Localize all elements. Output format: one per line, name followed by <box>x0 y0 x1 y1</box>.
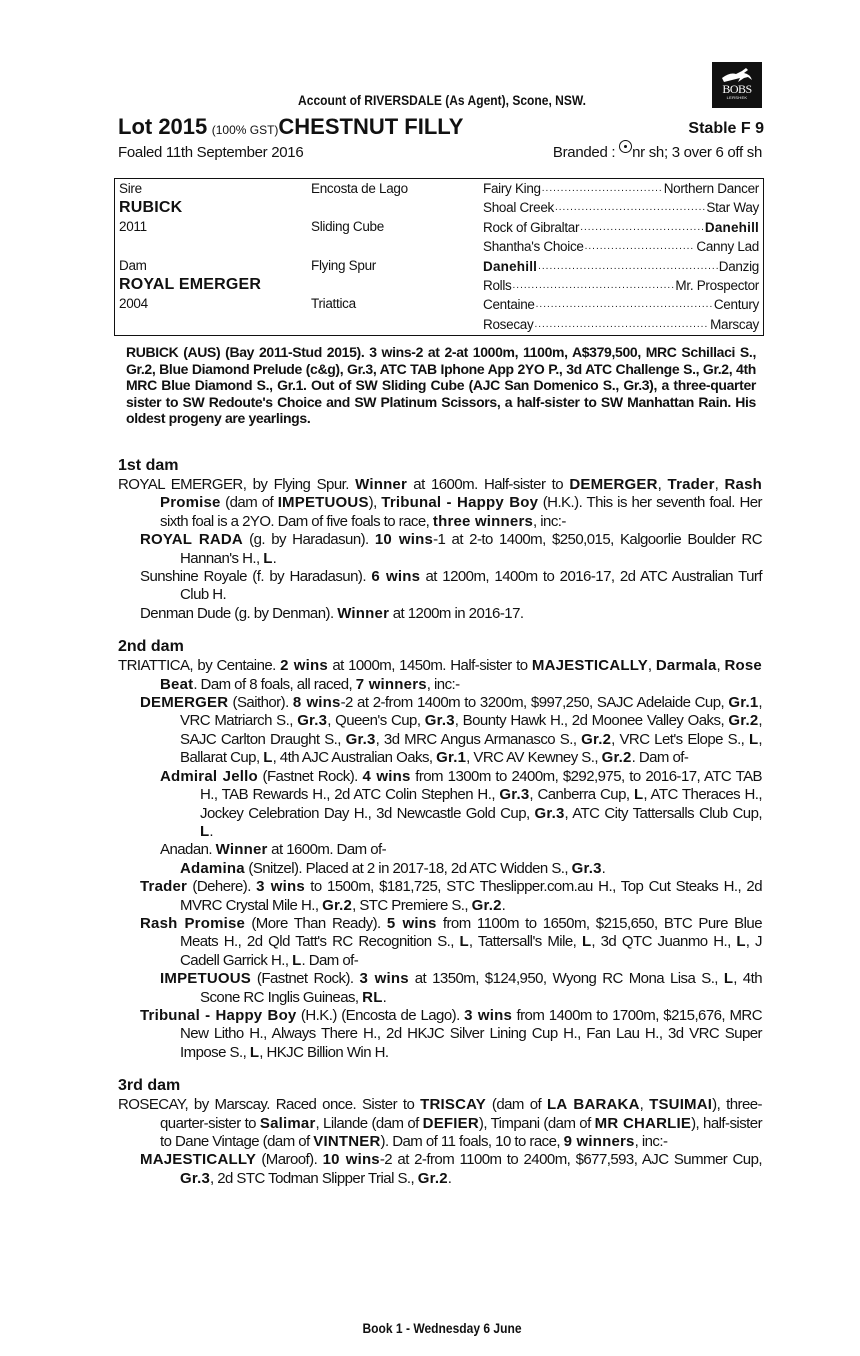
text-segment: . <box>601 859 606 877</box>
text-segment: , 4th Scone RC Inglis Guineas, <box>200 970 762 1006</box>
text-segment: ), three-quarter-sister to <box>160 1096 762 1132</box>
text-segment: , HKJC Billion Win H. <box>259 1043 389 1061</box>
bold-segment: 3 wins <box>256 878 305 896</box>
sire-summary: RUBICK (AUS) (Bay 2011-Stud 2015). 3 wins-2 at 2-at 1000m, 1100m, A$379,500, MRC Schillaci S., Gr.2, Blue Diamond Prelude (c&g), Gr.3, ATC TAB Iphone App 2YO P., 3d ATC Challenge S., Gr.2, 4th MRC Blue Diamond S., Gr.1. Out of SW Sliding Cube (AJC San Domenico S., Gr.3), a three-quarter sister to SW Redoute's Choice and SW Platinum Scissors, a half-sister to SW Manhattan Rain. His oldest progeny are yearlings. <box>126 344 756 426</box>
text-segment: , <box>714 476 725 493</box>
dam-family-details <box>118 456 762 1188</box>
text-segment: (Maroof). <box>256 1151 323 1169</box>
text-segment: Sunshine Royale (f. by Haradasun). <box>140 568 372 586</box>
ancestor-name: Rolls <box>483 278 512 293</box>
bold-segment: L <box>249 1043 260 1061</box>
bold-segment: ROYAL RADA <box>140 531 243 549</box>
brand-info <box>553 144 762 161</box>
ancestor-sire: Mr. Prospector <box>675 278 759 293</box>
section-heading: 3rd dam <box>118 1077 181 1095</box>
text-segment: (H.K.) (Encosta de Lago). <box>296 1006 465 1024</box>
text-segment: , <box>657 476 668 493</box>
dot-leader <box>585 237 696 256</box>
text-segment: , Queen's Cup, <box>327 712 425 730</box>
bold-segment: Gr.1 <box>436 749 467 767</box>
grandparent-line <box>483 276 759 295</box>
text-segment: -2 at 2-from 1100m to 2400m, $677,593, AJC Summer Cup, <box>379 1151 763 1169</box>
bold-segment: Tribunal - Happy Boy <box>140 1006 297 1024</box>
sire-sire: Encosta de Lago <box>311 181 408 196</box>
sire-year: 2011 <box>119 219 147 234</box>
bold-segment: Winner <box>355 476 408 493</box>
bold-segment: Winner <box>337 604 390 622</box>
text-segment: ), <box>368 494 382 512</box>
section-heading: 1st dam <box>118 457 179 474</box>
bold-segment: 10 wins <box>374 531 434 549</box>
bold-segment: Gr.3 <box>180 1169 210 1187</box>
bold-segment: L <box>749 730 759 748</box>
bold-segment: IMPETUOUS <box>277 494 369 512</box>
text-segment: (g. by Haradasun). <box>242 531 375 549</box>
text-segment: (H.K.). This is her seventh foal. Her sixth foal is a 2YO. Dam of five foals to race, <box>160 494 762 530</box>
bold-segment: MAJESTICALLY <box>140 1151 257 1169</box>
ancestor-sire: Danzig <box>718 258 759 274</box>
grandparent-line <box>483 295 759 314</box>
ancestor-name: Rosecay <box>483 316 534 332</box>
dot-leader <box>534 315 709 334</box>
bold-segment: Gr.2 <box>417 1169 448 1187</box>
section-heading: 2nd dam <box>118 638 184 656</box>
ancestor-sire: Northern Dancer <box>663 181 759 196</box>
dam-entry <box>118 1096 762 1151</box>
pedigree-gen3-row <box>115 276 763 295</box>
lot-description: CHESTNUT FILLY <box>278 114 464 139</box>
text-segment: from 1400m to 1700m, $215,676, MRC New Litho H., Always There H., 2d HKJC Silver Lining Cup H., Fan Lau H., 3d VRC Super Impose S., <box>180 1006 763 1061</box>
dot-leader <box>513 276 675 295</box>
bold-segment: Trader <box>667 476 715 493</box>
progeny-entry <box>118 531 762 568</box>
text-segment: , Tattersall's Mile, <box>468 933 582 951</box>
text-segment: , VRC Let's Elope S., <box>611 730 749 748</box>
text-segment: (Saithor). <box>228 694 293 712</box>
text-segment: (Dehere). <box>187 878 257 896</box>
progeny-entry <box>118 860 762 878</box>
bold-segment: Gr.2 <box>728 712 759 730</box>
bold-segment: L <box>633 786 644 804</box>
progeny-entry <box>118 568 762 605</box>
text-segment: . Dam of- <box>631 749 689 767</box>
pedigree-gen3-row <box>115 218 763 237</box>
bold-segment: 3 wins <box>464 1006 513 1024</box>
text-segment: (Fastnet Rock). <box>250 970 360 988</box>
pedigree-gen3-row <box>115 179 763 198</box>
text-segment: from 1100m to 1650m, $215,650, BTC Pure Blue Meats H., 2d Qld Tatt's RC Recognition S., <box>180 914 762 951</box>
vendor-account: Account of RIVERSDALE (As Agent), Scone, NSW. <box>298 92 586 108</box>
bold-segment: L <box>263 549 273 567</box>
text-segment: -2 at 2-from 1400m to 3200m, $997,250, SAJC Adelaide Cup, <box>340 694 729 712</box>
bold-segment: Gr.3 <box>345 730 376 748</box>
dot-leader <box>536 295 713 314</box>
text-segment: , ATC Theraces H., Jockey Celebration Day H., 3d Newcastle Gold Cup, <box>200 786 763 822</box>
bold-segment: 2 wins <box>280 657 328 675</box>
bold-segment: 7 winners <box>355 675 427 693</box>
bold-segment: TRISCAY <box>420 1096 487 1114</box>
text-segment: , inc:- <box>533 512 566 530</box>
text-segment: , Lilande (dam of <box>315 1114 423 1132</box>
bold-segment: Gr.1 <box>728 694 759 712</box>
gst-note: (100% GST) <box>211 123 279 137</box>
text-segment: , VRC AV Kewney S., <box>466 749 602 767</box>
bold-segment: Gr.2 <box>601 749 632 767</box>
bold-segment: Gr.3 <box>424 712 455 730</box>
bold-segment: Gr.3 <box>499 786 530 804</box>
dam-entry <box>118 476 762 531</box>
text-segment: ). Dam of 11 foals, 10 to race, <box>380 1133 564 1150</box>
brand-mark-icon <box>619 140 632 153</box>
grandparent-line <box>483 198 759 217</box>
text-segment: , Canberra Cup, <box>529 786 634 804</box>
ancestor-name: Centaine <box>483 297 535 313</box>
bold-segment: Admiral Jello <box>160 767 258 785</box>
dot-leader <box>542 179 663 198</box>
bold-segment: TSUIMAI <box>649 1096 713 1114</box>
bold-segment: Rose Beat <box>160 657 762 693</box>
ancestor-name: Danehill <box>483 258 538 274</box>
text-segment: at 1200m in 2016-17. <box>389 604 524 622</box>
bold-segment: MR CHARLIE <box>594 1114 692 1132</box>
sire-name: RUBICK <box>119 199 183 216</box>
text-segment: (Snitzel). Placed at 2 in 2017-18, 2d ATC Widden S., <box>244 859 572 877</box>
text-segment: , <box>716 657 725 675</box>
text-segment: . <box>501 896 506 914</box>
text-segment: , J Cadell Garrick H., <box>180 933 763 969</box>
bold-segment: Salimar <box>259 1114 316 1132</box>
bold-segment: Adamina <box>180 859 245 877</box>
bold-segment: VINTNER <box>313 1133 381 1150</box>
bold-segment: Trader <box>140 878 188 896</box>
text-segment: , <box>639 1096 650 1114</box>
bold-segment: L <box>459 933 469 951</box>
bold-segment: Rash Promise <box>140 914 246 932</box>
progeny-entry <box>118 915 762 970</box>
progeny-entry <box>118 878 762 915</box>
bold-segment: 6 wins <box>371 568 421 586</box>
text-segment: (Fastnet Rock). <box>257 767 363 785</box>
bold-segment: Gr.2 <box>581 730 612 748</box>
text-segment: , VRC Matriarch S., <box>180 694 762 730</box>
text-segment: , Bounty Hawk H., 2d Moonee Valley Oaks, <box>454 712 729 730</box>
progeny-entry <box>118 605 762 623</box>
text-segment: , ATC City Tattersalls Club Cup, <box>564 804 762 822</box>
ancestor-sire: Canny Lad <box>696 239 759 255</box>
text-segment: ), Timpani (dam of <box>478 1114 595 1132</box>
bold-segment: 3 wins <box>359 970 409 988</box>
dam-sire: Flying Spur <box>311 258 376 273</box>
dam-dam: Triattica <box>311 296 356 311</box>
bold-segment: Gr.3 <box>297 712 328 730</box>
progeny-entry <box>118 1007 762 1062</box>
bold-segment: 9 winners <box>563 1133 635 1150</box>
text-segment: at 1200m, 1400m to 2016-17, 2d ATC Australian Turf Club H. <box>180 568 762 604</box>
dam-label: Dam <box>119 258 147 273</box>
text-segment: TRIATTICA, by Centaine. <box>118 657 281 675</box>
bold-segment: 4 wins <box>362 767 411 785</box>
progeny-entry <box>118 1151 762 1188</box>
text-segment: . <box>209 822 213 840</box>
ancestor-sire: Star Way <box>706 200 759 216</box>
branded-label: Branded : <box>552 144 616 161</box>
text-segment: , 2d STC Todman Slipper Trial S., <box>210 1169 418 1187</box>
stable-location: Stable F 9 <box>688 120 764 137</box>
text-segment: . <box>447 1169 452 1187</box>
bold-segment: three winners <box>432 512 534 530</box>
text-segment: . <box>272 549 277 567</box>
bold-segment: 10 wins <box>322 1151 380 1169</box>
bold-segment: LA BARAKA <box>546 1096 640 1114</box>
progeny-entry <box>118 970 762 1007</box>
pedigree-gen3-row <box>115 237 763 256</box>
ancestor-sire: Marscay <box>710 316 759 332</box>
ancestor-name: Shantha's Choice <box>483 239 584 255</box>
ancestor-sire: Danehill <box>704 219 759 235</box>
progeny-entry <box>118 694 762 768</box>
pedigree-gen3-row <box>115 315 763 334</box>
bold-segment: Darmala <box>655 657 717 675</box>
lot-number: Lot 2015 <box>118 114 208 139</box>
text-segment: , STC Premiere S., <box>352 896 472 914</box>
text-segment: (dam of <box>220 494 278 512</box>
dot-leader <box>538 257 718 276</box>
pedigree-gen3-row <box>115 198 763 217</box>
dam-name: ROYAL EMERGER <box>119 276 262 293</box>
bold-segment: RL <box>362 988 383 1006</box>
progeny-entry <box>118 768 762 842</box>
page-footer: Book 1 - Wednesday 6 June <box>362 1320 522 1336</box>
text-segment: , 3d QTC Juanmo H., <box>591 933 737 951</box>
bold-segment: L <box>200 822 210 840</box>
bold-segment: L <box>723 970 734 988</box>
bold-segment: MAJESTICALLY <box>531 657 648 675</box>
text-segment: Anadan. <box>160 841 216 859</box>
bobs-lerner-logo <box>712 62 762 108</box>
text-segment: (dam of <box>486 1096 547 1114</box>
text-segment: . <box>382 988 387 1006</box>
ancestor-sire: Century <box>713 297 759 313</box>
bold-segment: Rash Promise <box>160 476 762 512</box>
text-segment: from 1300m to 2400m, $292,975, to 2016-17, ATC TAB H., TAB Rewards H., 2d ATC Colin Stephen H., <box>200 767 763 804</box>
text-segment: Denman Dude (g. by Denman). <box>140 604 338 622</box>
bold-segment: DEMERGER <box>569 476 658 493</box>
text-segment: at 1350m, $124,950, Wyong RC Mona Lisa S., <box>408 970 724 988</box>
bold-segment: Gr.3 <box>534 804 565 822</box>
grandparent-line <box>483 179 759 198</box>
lot-header <box>118 114 764 142</box>
logo-subtext: LERSHEK <box>726 95 748 100</box>
text-segment: , inc:- <box>634 1133 668 1150</box>
text-segment: , Ballarat Cup, <box>180 730 762 767</box>
foaled-date: Foaled 11th September 2016 <box>118 144 304 161</box>
text-segment: , SAJC Carlton Draught S., <box>180 712 762 748</box>
text-segment: ), half-sister to Dane Vintage (dam of <box>160 1114 763 1150</box>
bold-segment: L <box>263 749 273 767</box>
dot-leader <box>555 198 705 217</box>
branded-value: nr sh; 3 over 6 off sh <box>632 144 762 161</box>
text-segment: , 4th AJC Australian Oaks, <box>272 749 437 767</box>
pedigree-table <box>114 178 764 336</box>
progeny-entry <box>118 841 762 859</box>
bold-segment: L <box>736 933 746 951</box>
ancestor-name: Rock of Gibraltar <box>483 219 580 235</box>
text-segment: . Dam of- <box>301 951 359 969</box>
text-segment: , 3d MRC Angus Armanasco S., <box>375 730 582 748</box>
bold-segment: Winner <box>215 841 268 859</box>
bold-segment: 8 wins <box>292 694 341 712</box>
text-segment: at 1600m. Half-sister to <box>407 476 570 493</box>
sire-label: Sire <box>119 181 142 196</box>
pedigree-gen3-row <box>115 295 763 314</box>
pedigree-gen3-row <box>115 257 763 276</box>
text-segment: at 1600m. Dam of- <box>267 841 387 859</box>
sire-dam: Sliding Cube <box>311 219 384 234</box>
text-segment: , <box>647 657 656 675</box>
ancestor-name: Shoal Creek <box>483 200 554 216</box>
bold-segment: Tribunal - Happy Boy <box>381 494 539 512</box>
bold-segment: DEMERGER <box>140 694 229 712</box>
dam-entry <box>118 657 762 694</box>
text-segment: . Dam of 8 foals, all raced, <box>193 675 356 693</box>
ancestor-name: Fairy King <box>483 181 541 196</box>
grandparent-line <box>483 257 759 276</box>
text-segment: at 1000m, 1450m. Half-sister to <box>327 657 532 675</box>
bold-segment: Gr.3 <box>571 859 602 877</box>
bold-segment: L <box>581 933 592 951</box>
bold-segment: L <box>292 951 302 969</box>
text-segment: (More Than Ready). <box>245 914 387 932</box>
bold-segment: 5 wins <box>386 914 437 932</box>
bold-segment: Gr.2 <box>471 896 502 914</box>
grandparent-line <box>483 237 759 256</box>
bold-segment: Gr.2 <box>322 896 353 914</box>
text-segment: -1 at 2-to 1400m, $250,015, Kalgoorlie Boulder RC Hannan's H., <box>180 531 762 567</box>
grandparent-line <box>483 218 759 237</box>
text-segment: ROYAL EMERGER, by Flying Spur. <box>118 476 356 493</box>
text-segment: , inc:- <box>426 675 460 693</box>
dot-leader <box>580 218 704 237</box>
text-segment: to 1500m, $181,725, STC Theslipper.com.au H., Top Cut Steaks H., 2d MVRC Crystal Mile H., <box>180 878 763 914</box>
dam-year: 2004 <box>119 296 148 311</box>
grandparent-line <box>483 315 759 334</box>
logo-text: BOBS <box>722 82 752 96</box>
bold-segment: IMPETUOUS <box>160 970 251 988</box>
bold-segment: DEFIER <box>422 1114 479 1132</box>
text-segment: ROSECAY, by Marscay. Raced once. Sister to <box>118 1096 421 1114</box>
